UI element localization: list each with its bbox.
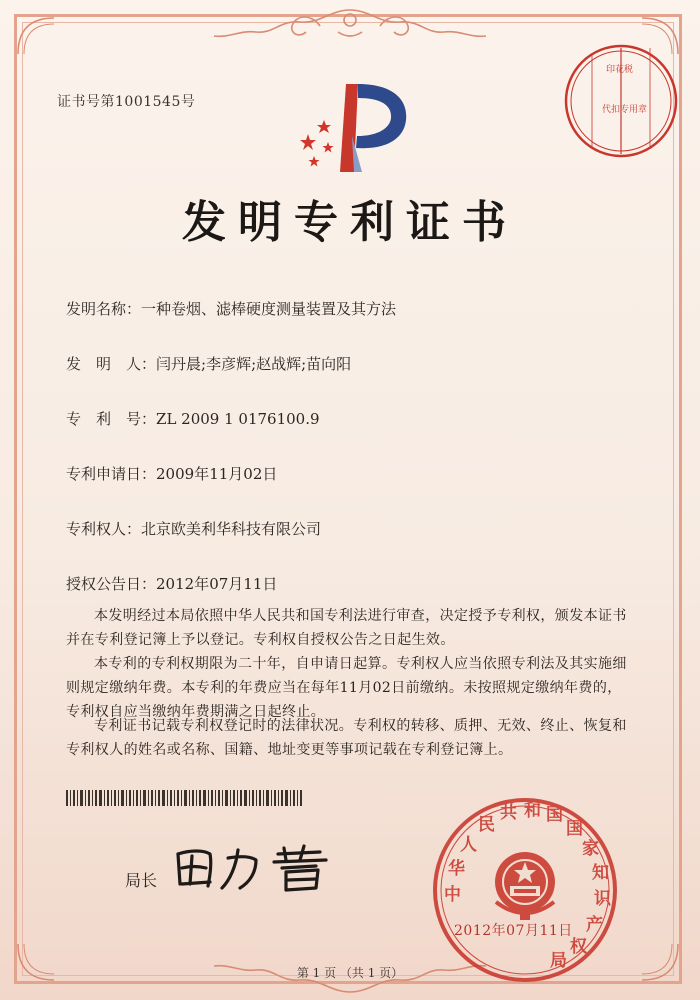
invention-name-field: [66, 298, 396, 319]
svg-text:权: 权: [570, 937, 587, 957]
application-date-field: [66, 463, 277, 484]
application-date-label: 专利申请日：: [66, 465, 157, 483]
invention-name-label: 发明名称：: [66, 300, 142, 318]
patentee-field: [66, 518, 321, 539]
patent-number-value: ZL 2009 1 0176100.9: [156, 410, 320, 428]
svg-text:产: 产: [586, 915, 603, 935]
svg-text:国: 国: [566, 819, 583, 839]
svg-text:家: 家: [582, 839, 599, 859]
grant-date-value: 2012年07月11日: [156, 575, 278, 593]
tax-stamp-icon: [562, 42, 680, 160]
application-date-value: 2009年11月02日: [156, 465, 278, 483]
body-paragraph-3: 专利证书记载专利权登记时的法律状况。专利权的转移、质押、无效、终止、恢复和专利权人的姓名或名称、国籍、地址变更等事项记载在专利登记簿上。: [66, 718, 627, 758]
svg-text:代扣专用章: 代扣专用章: [602, 105, 648, 115]
grant-date-field: [66, 573, 277, 594]
svg-text:局: 局: [550, 951, 567, 971]
svg-text:人: 人: [460, 835, 477, 855]
inventor-field: [66, 353, 351, 374]
barcode-icon: [66, 790, 302, 806]
sipo-logo-icon: [288, 76, 418, 176]
director-label: 局长: [125, 871, 158, 890]
patent-number-field: [66, 408, 320, 429]
top-ornament-icon: [200, 4, 500, 44]
certificate-title: 发明专利证书: [182, 197, 518, 248]
page-footer: 第 1 页 （共 1 页）: [296, 966, 404, 980]
svg-text:知: 知: [592, 863, 609, 883]
svg-text:印花税: 印花税: [606, 65, 634, 75]
svg-text:民: 民: [478, 815, 495, 835]
patentee-value: 北京欧美利华科技有限公司: [141, 520, 322, 538]
svg-text:和: 和: [524, 801, 541, 821]
corner-ornament-icon: [14, 14, 62, 62]
inventor-label: 发 明 人：: [66, 355, 157, 373]
invention-name-value: 一种卷烟、滤棒硬度测量装置及其方法: [141, 300, 397, 318]
seal-date: 2012年07月11日: [454, 923, 573, 939]
body-paragraph-2: 本专利的专利权期限为二十年，自申请日起算。专利权人应当依照专利法及其实施细则规定缴纳年费。本专利的年费应当在每年11月02日前缴纳。未按照规定缴纳年费的，专利权自应当缴纳年费期满之日起终止。: [66, 656, 627, 720]
svg-text:共: 共: [500, 803, 517, 823]
svg-text:国: 国: [546, 805, 563, 825]
certificate-number: 证书号第1001545号: [57, 94, 196, 110]
body-paragraph-1: 本发明经过本局依照中华人民共和国专利法进行审查，决定授予专利权，颁发本证书并在专利登记簿上予以登记。专利权自授权公告之日起生效。: [66, 608, 627, 648]
inventor-value: 闫丹晨;李彦辉;赵战辉;苗向阳: [156, 355, 352, 373]
patent-number-label: 专 利 号：: [66, 410, 157, 428]
patentee-label: 专利权人：: [66, 520, 142, 538]
grant-date-label: 授权公告日：: [66, 575, 157, 593]
svg-text:识: 识: [594, 889, 611, 909]
director-signature-icon: [170, 840, 340, 896]
svg-text:华: 华: [448, 859, 465, 879]
svg-text:中: 中: [444, 885, 461, 905]
